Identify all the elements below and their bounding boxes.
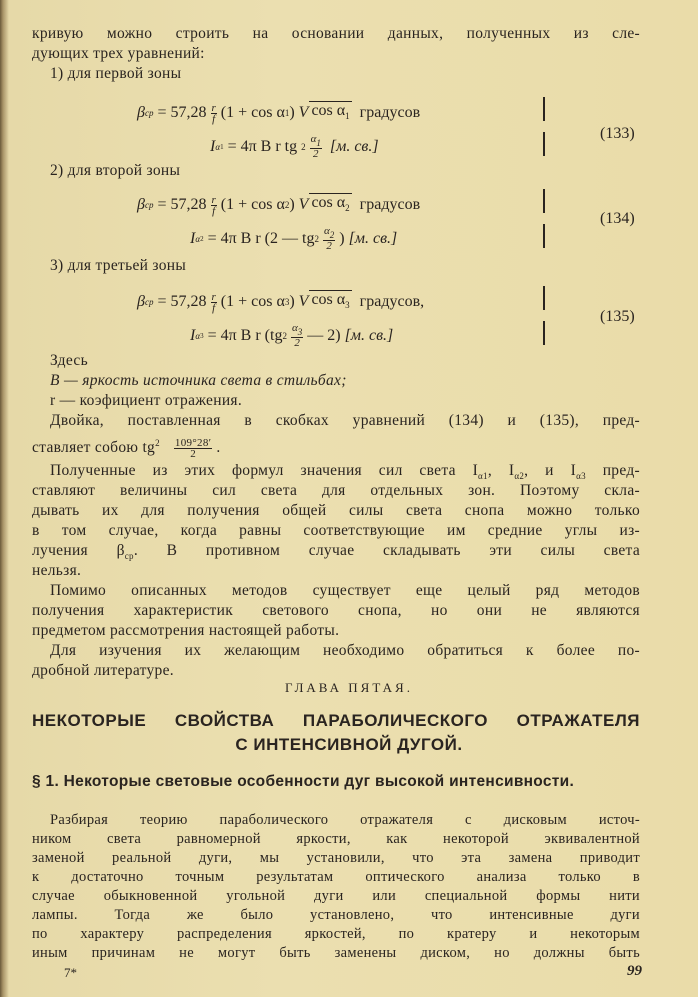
text: ставляет собою tg (32, 439, 156, 457)
eq-part: градусов, (359, 293, 425, 310)
eq-part: = 4π B r (207, 326, 261, 344)
text: , и I (524, 462, 577, 479)
definition-b: B — яркость источника света в стильбах; (50, 372, 347, 389)
eq-part: 1 (316, 138, 321, 148)
eq-part: [м. св.] (348, 229, 398, 247)
eq-part: r (211, 290, 216, 303)
chapter-label: ГЛАВА ПЯТАЯ. (285, 680, 413, 695)
text-line: к достаточно точным результатам оптического анализа только в (32, 869, 640, 885)
eq-part: градусов (359, 104, 421, 121)
equation-beta (137, 290, 424, 314)
equation-intensity (190, 323, 393, 348)
eq-part: 1 (345, 111, 350, 121)
eq-part: cos α (311, 291, 346, 308)
eq-part: 2 (294, 337, 300, 349)
text-line (50, 372, 640, 390)
text-line: ником света равномерной яркости, как некоторой эквивалентной (32, 831, 640, 847)
eq-part: α (195, 330, 201, 341)
text-line: дующих трех уравнений: (32, 45, 205, 62)
eq-part: 2 (284, 200, 290, 210)
eq-part: 3 (284, 297, 290, 307)
eq-part: 2 (200, 234, 204, 243)
zone-label: 2) для второй зоны (50, 162, 181, 179)
eq-part: (1 + cos α (220, 293, 285, 310)
eq-part: (1 + cos α (220, 104, 285, 121)
eq-part: ) (339, 229, 345, 247)
text: пред- (585, 462, 640, 479)
eq-part: ср (144, 297, 154, 307)
text-line: дывать их для получения общей силы света снопа можно только (32, 502, 640, 519)
eq-part: I (210, 137, 216, 155)
eq-part: ср (144, 108, 154, 118)
eq-part: ) (289, 293, 295, 310)
text: 2 (155, 438, 160, 448)
eq-part: cos α (311, 102, 346, 119)
eq-part: 2 (326, 240, 332, 252)
eq-part: f (212, 112, 216, 125)
eq-part: V (298, 196, 309, 213)
text: лучения β (32, 542, 125, 559)
equation-number: (134) (600, 210, 635, 227)
text: α2 (514, 471, 525, 481)
eq-part: = 57,28 (157, 293, 207, 310)
eq-part: 1 (284, 108, 290, 118)
eq-part: r (211, 193, 216, 206)
fraction-numerator: 109°28′ (174, 437, 212, 450)
text-line: Здесь (50, 352, 88, 369)
eq-part: β (137, 196, 145, 213)
fraction-denominator: 2 (190, 448, 197, 461)
eq-part: 2 (345, 203, 350, 213)
text: α1 (478, 471, 488, 481)
eq-part: 2 (329, 230, 335, 240)
eq-part: 2 (314, 233, 319, 244)
text-line: нельзя. (32, 562, 82, 579)
eq-part: I (190, 229, 196, 247)
text-line: Разбирая теорию параболического отражателя с дисковым источ- (50, 812, 640, 828)
eq-part: r (211, 101, 216, 114)
eq-part: α (195, 233, 201, 244)
eq-part: 2 (301, 141, 306, 152)
eq-part: = 57,28 (157, 104, 207, 121)
text-line: заменой реальной дуги, мы установили, что эта замена приводит (32, 850, 640, 866)
eq-part: V (298, 293, 309, 310)
eq-part: α (291, 322, 298, 334)
text-line: Двойка, поставленная в скобках уравнений (134) и (135), пред- (50, 412, 640, 429)
chapter-title: С ИНТЕНСИВНОЙ ДУГОЙ. (235, 735, 463, 754)
text: ср (124, 551, 134, 561)
text: Полученные из этих формул значения сил света I (50, 462, 479, 479)
equation-beta (137, 101, 420, 125)
eq-part: cos α (311, 194, 346, 211)
eq-part: — 2) (307, 326, 341, 344)
eq-part: V (298, 104, 309, 121)
eq-part: = 4π B r (207, 229, 261, 247)
eq-part: (tg (264, 326, 283, 344)
eq-part: градусов (359, 196, 421, 213)
eq-part: I (190, 326, 196, 344)
text: . В противном случае складывать эти силы света (133, 542, 641, 559)
text-line: случае обыкновенной угольной дуги или специальной формы нити (32, 888, 640, 904)
text-line: Помимо описанных методов существует еще целый ряд методов (50, 582, 640, 599)
text-line: лампы. Тогда же было установлено, что интенсивные дуги (32, 907, 640, 923)
text-line: иным причинам не могут быть заменены диском, но должны быть (32, 945, 640, 961)
text-line: кривую можно строить на основании данных, полученных из сле- (32, 25, 640, 42)
eq-part: α (215, 141, 221, 152)
equation-number: (135) (600, 308, 635, 325)
brace-line (543, 189, 545, 213)
eq-part: 1 (220, 142, 224, 151)
page-number: 99 (627, 963, 642, 979)
eq-part: 3 (200, 331, 204, 340)
equation-intensity (210, 134, 379, 159)
zone-label: 3) для третьей зоны (50, 257, 187, 274)
eq-part: α (310, 133, 317, 145)
eq-part: = 57,28 (157, 196, 207, 213)
eq-part: (1 + cos α (220, 196, 285, 213)
text-line: получения характеристик светового снопа, но они не являются (32, 602, 640, 619)
text-line (32, 434, 640, 459)
brace-line (543, 286, 545, 310)
text: . (216, 439, 221, 457)
eq-part: [м. св.] (329, 137, 379, 155)
eq-part: ) (289, 104, 295, 121)
eq-part: ) (289, 196, 295, 213)
text-line: в том случае, когда равны соответствующие им средние углы из- (32, 522, 640, 539)
equation-number: (133) (600, 125, 635, 142)
eq-part: 2 (282, 330, 287, 341)
text: , I (487, 462, 515, 479)
eq-part: 3 (345, 300, 350, 310)
eq-part: β (137, 293, 145, 310)
eq-part: f (212, 301, 216, 314)
zone-label: 1) для первой зоны (50, 65, 182, 82)
eq-part: f (212, 204, 216, 217)
text-line: дробной литературе. (32, 662, 174, 679)
eq-part: α (323, 225, 330, 237)
text-line: Для изучения их желающим необходимо обратиться к более по- (50, 642, 640, 659)
eq-part: [м. св.] (344, 326, 394, 344)
brace-line (543, 97, 545, 121)
equation-beta (137, 193, 420, 217)
section-heading: § 1. Некоторые световые особенности дуг высокой интенсивности. (32, 773, 575, 790)
text-line: предметом рассмотрения настоящей работы. (32, 622, 340, 639)
eq-part: β (137, 104, 145, 121)
equation-intensity (190, 226, 397, 251)
text-line: ставляют величины сил света для отдельных зон. Поэтому скла- (32, 482, 640, 499)
brace-line (543, 224, 545, 248)
eq-part: ср (144, 200, 154, 210)
text: α3 (576, 471, 586, 481)
eq-part: 2 (313, 148, 319, 160)
text-line: r — коэфициент отражения. (50, 392, 243, 409)
eq-part: = 4π B r tg (227, 137, 298, 155)
eq-part: 3 (297, 327, 303, 337)
signature-mark: 7* (64, 965, 77, 980)
chapter-title: НЕКОТОРЫЕ СВОЙСТВА ПАРАБОЛИЧЕСКОГО ОТРАЖАТЕЛЯ (32, 711, 640, 730)
brace-line (543, 132, 545, 156)
text-line: по характеру распределения яркостей, по кратеру и некоторым (32, 926, 640, 942)
eq-part: (2 — tg (264, 229, 315, 247)
brace-line (543, 321, 545, 345)
